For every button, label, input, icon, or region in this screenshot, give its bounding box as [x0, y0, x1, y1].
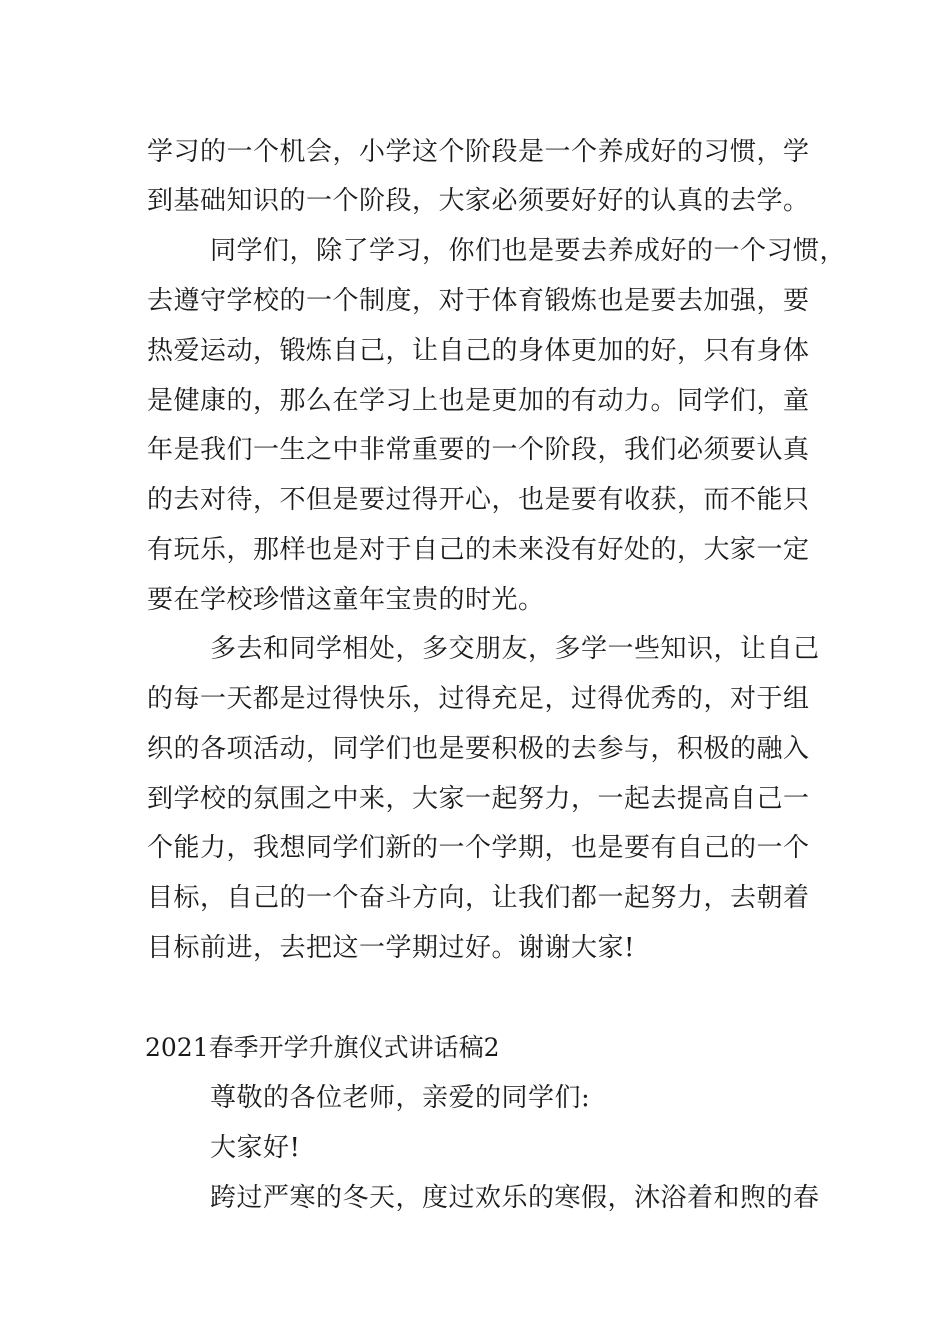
text-line: 目标，自己的一个奋斗方向，让我们都一起努力，去朝着	[147, 883, 810, 913]
text-line: 到学校的氛围之中来，大家一起努力，一起去提高自己一	[147, 784, 810, 814]
text-line: 目标前进，去把这一学期过好。谢谢大家!	[147, 933, 635, 963]
text-line: 个能力，我想同学们新的一个学期，也是要有自己的一个	[147, 833, 810, 863]
text-line: 要在学校珍惜这童年宝贵的时光。	[147, 585, 545, 615]
text-line: 有玩乐，那样也是对于自己的未来没有好处的，大家一定	[147, 535, 810, 565]
text-line: 的每一天都是过得快乐，过得充足，过得优秀的，对于组	[147, 684, 810, 714]
text-line: 年是我们一生之中非常重要的一个阶段，我们必须要认真	[147, 435, 810, 465]
text-line: 学习的一个机会，小学这个阶段是一个养成好的习惯，学	[147, 137, 810, 167]
section-title: 2021春季开学升旗仪式讲话稿2	[145, 1033, 500, 1062]
text-line: 热爱运动，锻炼自己，让自己的身体更加的好，只有身体	[147, 336, 810, 366]
greeting-line: 尊敬的各位老师，亲爱的同学们:	[210, 1083, 591, 1113]
hello-line: 大家好!	[210, 1133, 301, 1163]
text-line: 是健康的，那么在学习上也是更加的有动力。同学们，童	[147, 386, 810, 416]
text-line: 同学们，除了学习，你们也是要去养成好的一个习惯，	[210, 236, 847, 266]
text-line: 多去和同学相处，多交朋友，多学一些知识，让自己	[210, 634, 820, 664]
text-line: 去遵守学校的一个制度，对于体育锻炼也是要去加强，要	[147, 286, 810, 316]
text-line: 到基础知识的一个阶段，大家必须要好好的认真的去学。	[147, 186, 810, 216]
text-line: 的去对待，不但是要过得开心，也是要有收获，而不能只	[147, 485, 810, 515]
text-line: 跨过严寒的冬天，度过欢乐的寒假，沐浴着和煦的春	[210, 1183, 820, 1213]
text-line: 织的各项活动，同学们也是要积极的去参与，积极的融入	[147, 734, 810, 764]
